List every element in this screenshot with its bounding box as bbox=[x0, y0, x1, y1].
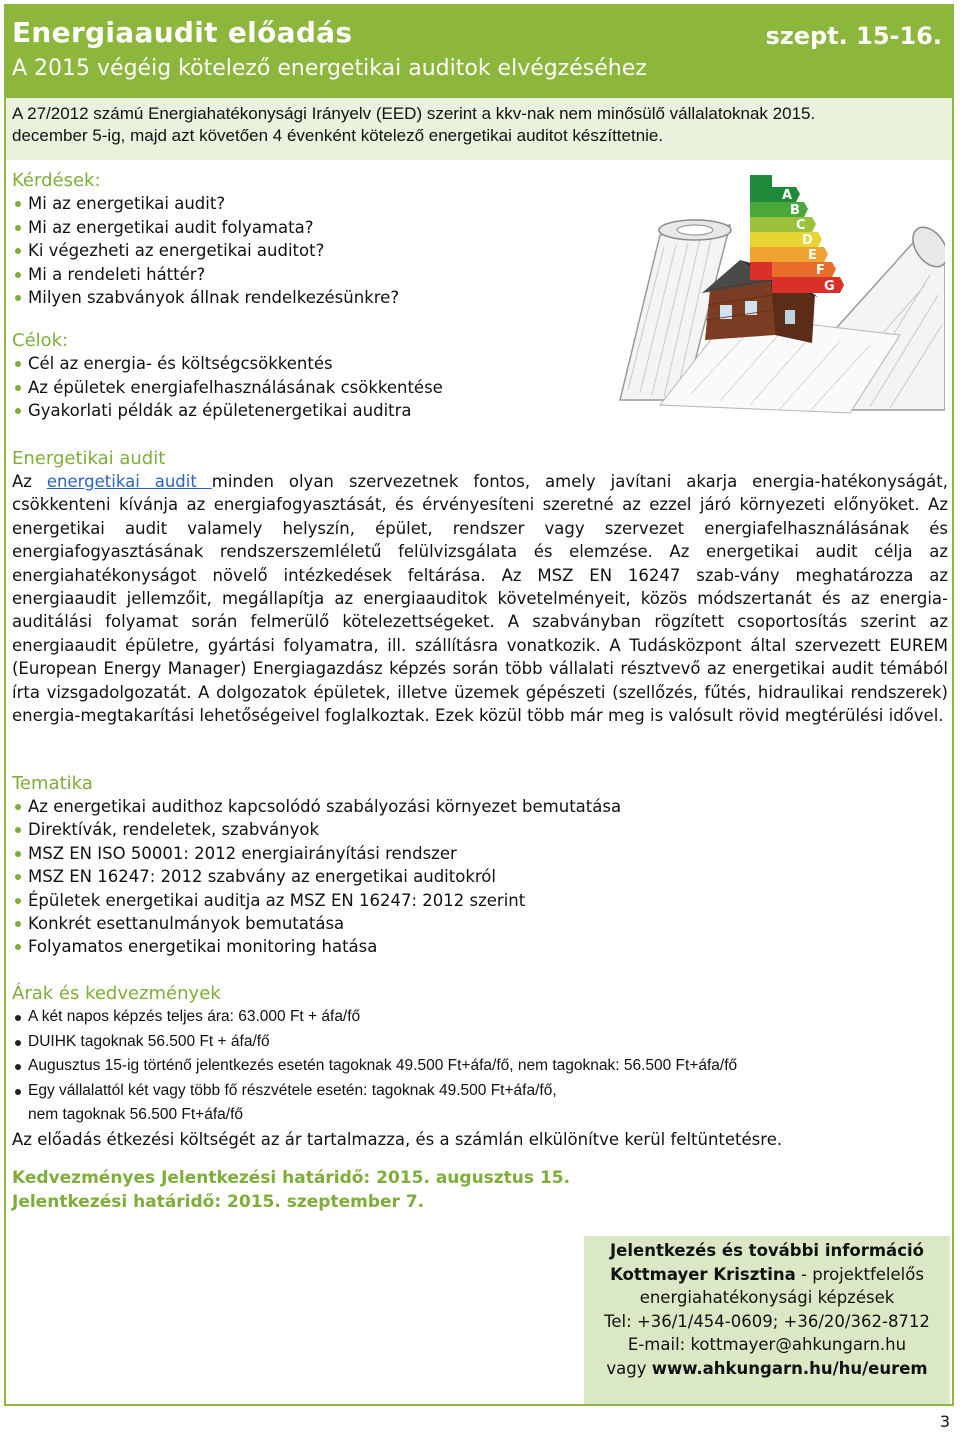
list-item: Mi a rendeleti háttér? bbox=[12, 263, 399, 287]
questions-heading: Kérdések: bbox=[12, 170, 101, 191]
final-deadline: Jelentkezési határidő: 2015. szeptember 7. bbox=[12, 1191, 425, 1212]
list-item: Épületek energetikai auditja az MSZ EN 16247: 2012 szerint bbox=[12, 889, 621, 912]
intro-line-2: december 5-ig, majd azt követően 4 évenként kötelező energetikai auditot készíttetnie. bbox=[12, 126, 664, 145]
audit-section bbox=[12, 448, 948, 727]
list-item: Az energetikai audithoz kapcsolódó szabályozási környezet bemutatása bbox=[12, 795, 621, 818]
contact-web-link[interactable]: www.ahkungarn.hu/hu/eurem bbox=[651, 1358, 928, 1378]
rating-label-g: G bbox=[824, 279, 835, 294]
topics-list bbox=[12, 795, 621, 959]
questions-list bbox=[12, 192, 399, 310]
rating-label-e: E bbox=[808, 248, 817, 263]
prices-section bbox=[12, 983, 932, 1152]
page-number: 3 bbox=[939, 1412, 950, 1431]
list-item: Folyamatos energetikai monitoring hatása bbox=[12, 935, 621, 958]
list-item: Direktívák, rendeletek, szabványok bbox=[12, 818, 621, 841]
questions-section bbox=[12, 170, 399, 310]
list-item: Ki végezheti az energetikai auditot? bbox=[12, 239, 399, 263]
audit-lead: Az bbox=[12, 472, 47, 491]
list-item: Milyen szabványok állnak rendelkezésünkre? bbox=[12, 286, 399, 310]
audit-body bbox=[12, 470, 948, 727]
deadlines bbox=[12, 1167, 570, 1214]
list-item: Az épületek energiafelhasználásának csökkentése bbox=[12, 376, 443, 400]
price-continuation: nem tagoknak 56.500 Ft+áfa/fő bbox=[28, 1106, 243, 1123]
contact-web-line bbox=[584, 1357, 950, 1381]
list-item: Mi az energetikai audit? bbox=[12, 192, 399, 216]
energy-scale-icon bbox=[750, 175, 844, 294]
goals-section bbox=[12, 330, 443, 423]
list-item: Mi az energetikai audit folyamata? bbox=[12, 216, 399, 240]
prices-list bbox=[12, 1005, 932, 1103]
prices-heading: Árak és kedvezmények bbox=[12, 983, 221, 1004]
list-item: A két napos képzés teljes ára: 63.000 Ft + áfa/fő bbox=[12, 1005, 932, 1030]
rating-label-f: F bbox=[816, 263, 825, 278]
contact-web-prefix: vagy bbox=[606, 1358, 652, 1378]
rating-label-c: C bbox=[796, 218, 806, 233]
rating-label-b: B bbox=[790, 203, 800, 218]
price-note: Az előadás étkezési költségét az ár tartalmazza, és a számlán elkülönítve kerül feltüntetésre. bbox=[12, 1129, 783, 1149]
energy-house-illustration bbox=[600, 165, 945, 415]
contact-name: Kottmayer Krisztina bbox=[610, 1264, 796, 1284]
contact-phone: Tel: +36/1/454-0609; +36/20/362-8712 bbox=[604, 1311, 930, 1331]
goals-heading: Célok: bbox=[12, 330, 69, 351]
header-banner bbox=[6, 6, 952, 98]
audit-text: minden olyan szervezetnek fontos, amely javítani akarja energia-hatékonyságát, csökkenteni kívánja az energiafogyasztását, és érvényesíteni szeretné az ezzel járó környezeti előnyöket. Az energetikai audit valamely helyszín, épület, rendszer vagy szervezet energiafelhasználásának és energiafogyasztásának rendszerszemléletű felülvizsgálata és elemzése. Az energetikai audit célja az energiahatékonyságot növelő intézkedések feltárása. Az MSZ EN 16247 szab-vány meghatározza az energiaaudit jellemzőit, megállapítja az energiaauditok követelményeit, közös módszertanát és az energia-auditálási folyamat során felmerülő kötelezettségeket. A szabványban rögzített csoportosítás szerint az energiaaudit épületre, gyártási folyamatra, ill. szállításra vonatkozik. A Tudásközpont által szervezett EUREM (European Energy Manager) Energiagazdász képzés során több vállalati résztvevő az energetikai audit témából írta vizsgadolgozatát. A dolgozatok épületek, illetve üzemek gépészeti (szellőzés, fűtés, hidraulikai rendszerek) energia-megtakarítási lehetőségeivel foglalkoztak. Ezek közül több már meg is valósult rövid megtérülési idővel. bbox=[12, 472, 948, 726]
contact-box bbox=[584, 1236, 950, 1404]
event-date: szept. 15-16. bbox=[765, 22, 942, 50]
intro-line-1: A 27/2012 számú Energiahatékonysági Irányelv (EED) szerint a kkv-nak nem minősülő vállalatoknak 2015. bbox=[12, 104, 816, 123]
contact-department: energiahatékonysági képzések bbox=[639, 1288, 895, 1308]
list-item: Konkrét esettanulmányok bemutatása bbox=[12, 912, 621, 935]
list-item: Augusztus 15-ig történő jelentkezés esetén tagoknak 49.500 Ft+áfa/fő, nem tagoknak: 56.500 Ft+áfa/fő bbox=[12, 1054, 932, 1079]
early-deadline: Kedvezményes Jelentkezési határidő: 2015. augusztus 15. bbox=[12, 1168, 571, 1188]
topics-heading: Tematika bbox=[12, 773, 93, 794]
page-subtitle: A 2015 végéig kötelező energetikai auditok elvégzéséhez bbox=[12, 56, 647, 81]
list-item: Egy vállalattól két vagy több fő részvétele esetén: tagoknak 49.500 Ft+áfa/fő, bbox=[12, 1079, 932, 1104]
list-item: Gyakorlati példák az épületenergetikai auditra bbox=[12, 399, 443, 423]
goals-list bbox=[12, 352, 443, 423]
intro-box bbox=[6, 98, 952, 160]
page-title: Energiaaudit előadás bbox=[12, 16, 353, 49]
contact-heading: Jelentkezés és további információ bbox=[610, 1241, 924, 1260]
contact-role: - projektfelelős bbox=[795, 1264, 924, 1284]
rating-label-a: A bbox=[782, 188, 793, 203]
energy-rating-image bbox=[600, 165, 945, 415]
audit-link[interactable]: energetikai audit bbox=[46, 472, 212, 491]
list-item: MSZ EN ISO 50001: 2012 energiairányítási rendszer bbox=[12, 842, 621, 865]
list-item: Cél az energia- és költségcsökkentés bbox=[12, 352, 443, 376]
list-item: DUIHK tagoknak 56.500 Ft + áfa/fő bbox=[12, 1030, 932, 1055]
audit-heading: Energetikai audit bbox=[12, 448, 166, 469]
topics-section bbox=[12, 773, 621, 959]
contact-email[interactable]: E-mail: kottmayer@ahkungarn.hu bbox=[627, 1335, 907, 1355]
rating-label-d: D bbox=[802, 233, 813, 248]
list-item: MSZ EN 16247: 2012 szabvány az energetikai auditokról bbox=[12, 865, 621, 888]
contact-person bbox=[584, 1263, 950, 1287]
